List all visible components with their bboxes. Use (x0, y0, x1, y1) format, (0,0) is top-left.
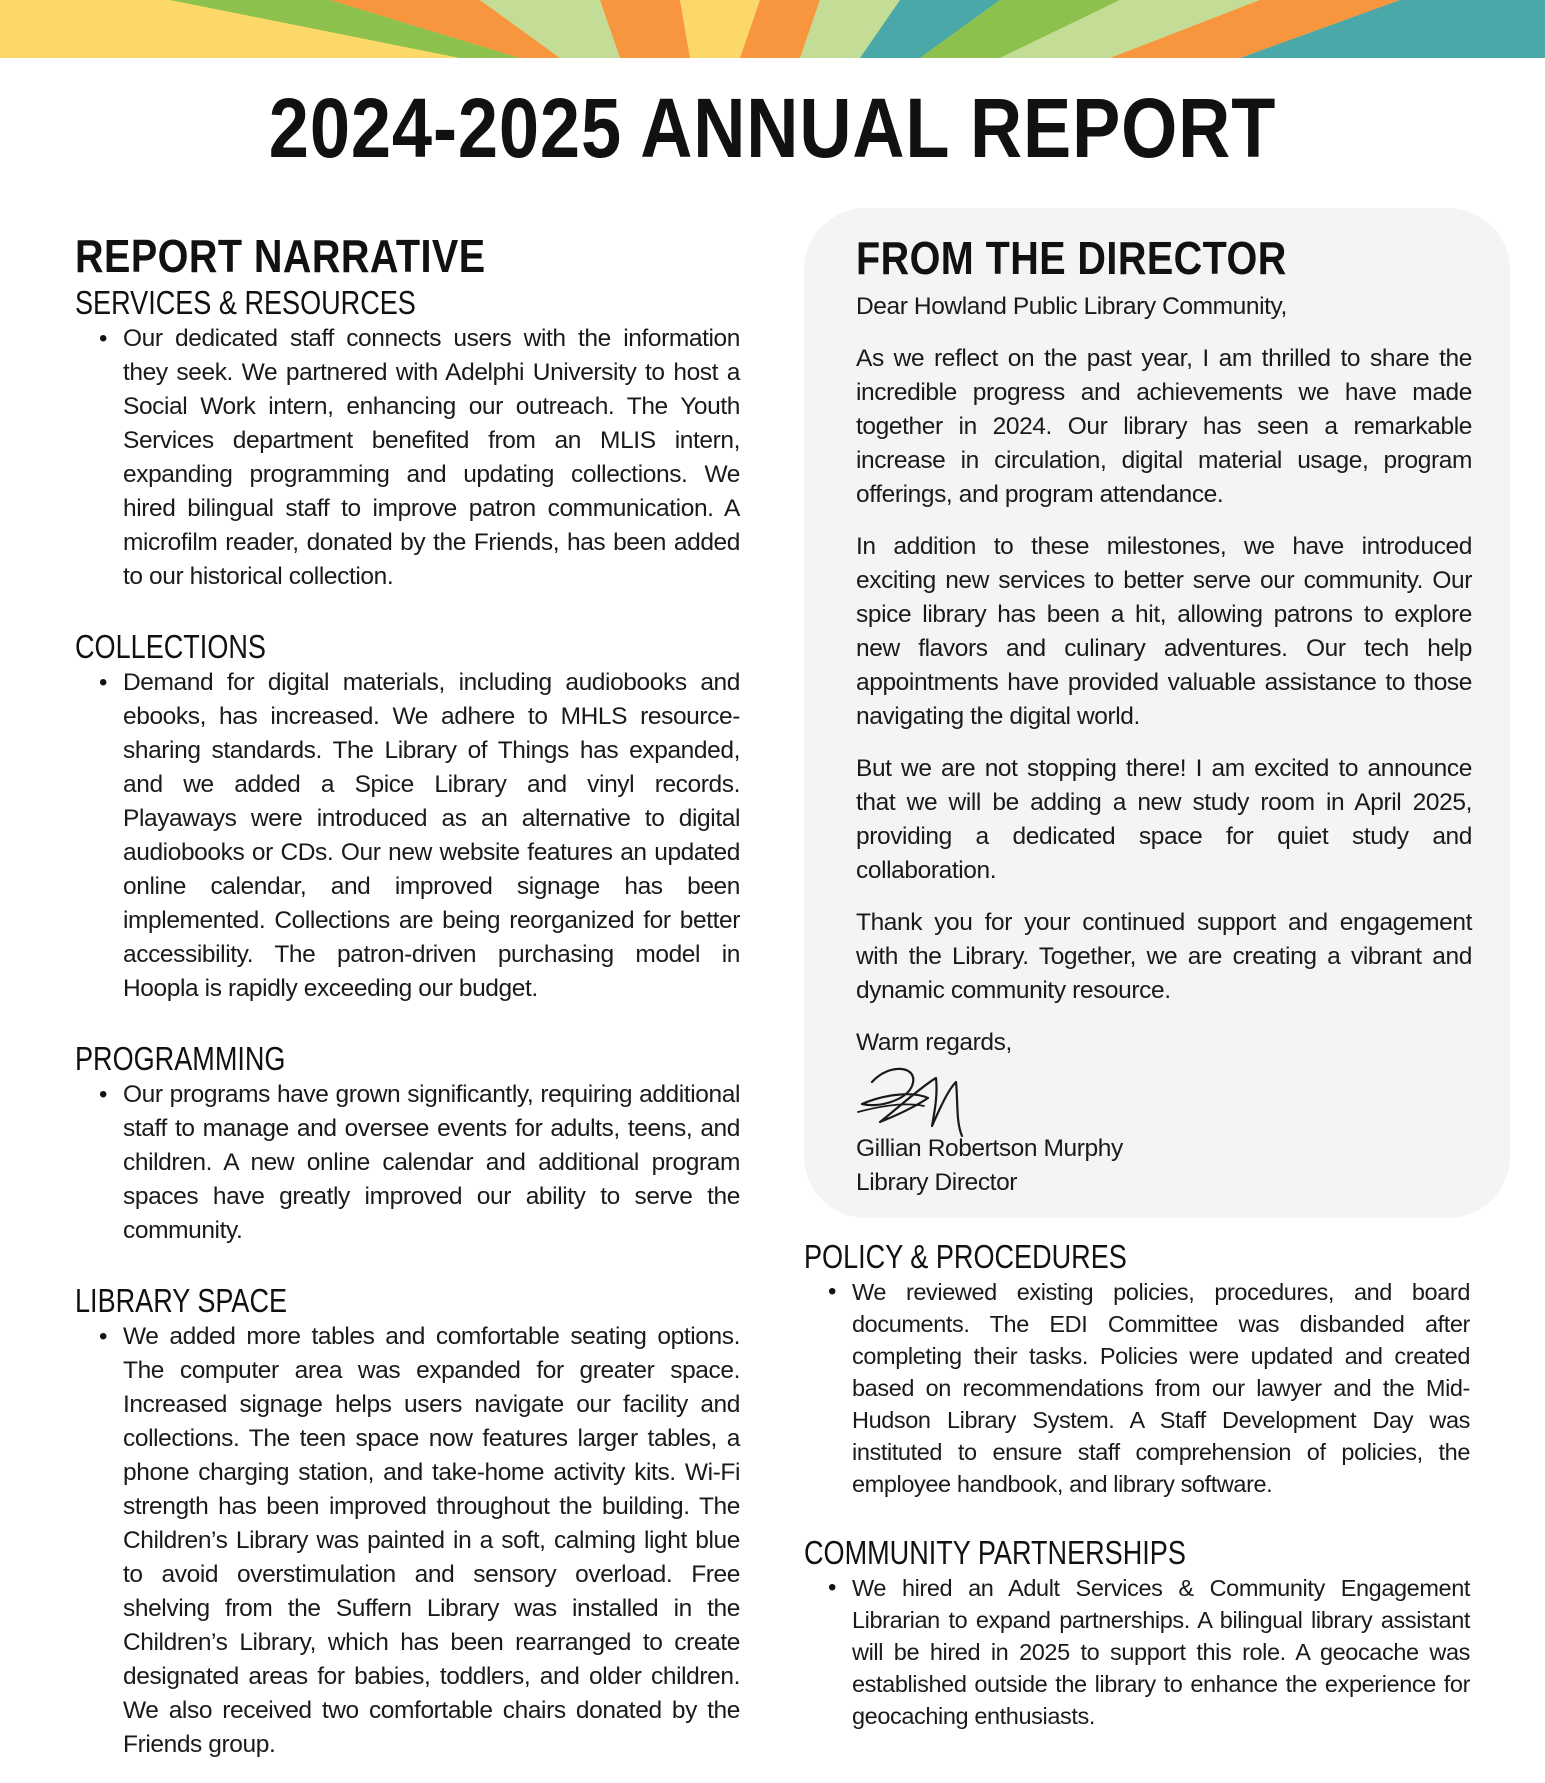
section-title: SERVICES & RESOURCES (75, 284, 416, 321)
bullet-item: • We reviewed existing policies, procedures, and board documents. The EDI Committee was disbanded after completing their tasks. Policies were updated and created based on recommendations from our lawyer and the Mid-Hudson Library System. A Staff Development Day was instituted to ensure staff comprehension of policies, the employee handbook, and library software. (852, 1276, 1470, 1500)
report-narrative (75, 228, 740, 1762)
director-letter (856, 230, 1472, 1200)
report-title: 2024-2025 ANNUAL REPORT (268, 81, 1277, 175)
section-library-space (75, 1282, 740, 1762)
section-policy-procedures (804, 1238, 1470, 1500)
section-title: COMMUNITY PARTNERSHIPS (804, 1534, 1186, 1571)
section-title: COLLECTIONS (75, 628, 266, 665)
bullet-list (804, 1276, 1470, 1500)
letter-closing: Warm regards, (856, 1029, 1012, 1056)
bullet-list (75, 666, 740, 1006)
bullet-list (75, 1078, 740, 1248)
section-title: LIBRARY SPACE (75, 1282, 288, 1319)
right-column-sections (804, 1238, 1470, 1732)
decorative-banner (0, 0, 1545, 58)
letter-paragraph: Thank you for your continued support and engagement with the Library. Together, we are creating a vibrant and dynamic community resource. (856, 909, 1472, 1004)
director-letter-box (804, 208, 1510, 1218)
section-title: POLICY & PROCEDURES (804, 1238, 1127, 1275)
bullet-item: • Demand for digital materials, including audiobooks and ebooks, has increased. We adhere to MHLS resource-sharing standards. The Library of Things has expanded, and we added a Spice Library and vinyl records. Playaways were introduced as an alternative to digital audiobooks or CDs. Our new website features an updated online calendar, and improved signage has been implemented. Collections are being reorganized for better accessibility. The patron-driven purchasing model in Hoopla is rapidly exceeding our budget. (123, 666, 740, 1006)
section-services-resources (75, 284, 740, 594)
section-community-partnerships (804, 1534, 1470, 1732)
bullet-item: • We hired an Adult Services & Community Engagement Librarian to expand partnerships. A bilingual library assistant will be hired in 2025 to support this role. A geocache was established outside the library to enhance the experience for geocaching enthusiasts. (852, 1572, 1470, 1732)
signer-name: Gillian Robertson Murphy (856, 1135, 1123, 1162)
narrative-heading: REPORT NARRATIVE (75, 230, 486, 282)
letter-paragraph: As we reflect on the past year, I am thrilled to share the incredible progress and achievements we have made together in 2024. Our library has seen a remarkable increase in circulation, digital material usage, program offerings, and program attendance. (856, 345, 1472, 508)
director-heading: FROM THE DIRECTOR (856, 232, 1287, 284)
bullet-item: • We added more tables and comfortable seating options. The computer area was expanded for greater space. Increased signage helps users navigate our facility and collections. The teen space now features larger tables, a phone charging station, and take-home activity kits. Wi-Fi strength has been improved throughout the building. The Children’s Library was painted in a soft, calming light blue to avoid overstimulation and sensory overload. Free shelving from the Suffern Library was installed in the Children’s Library, which has been rearranged to create designated areas for babies, toddlers, and older children. We also received two comfortable chairs donated by the Friends group. (123, 1320, 740, 1762)
section-title: PROGRAMMING (75, 1040, 286, 1077)
signer-title: Library Director (856, 1169, 1018, 1196)
bullet-list (75, 1320, 740, 1762)
bullet-list (75, 322, 740, 594)
bullet-list (804, 1572, 1470, 1732)
handwritten-signature (850, 1056, 1000, 1140)
section-collections (75, 628, 740, 1006)
bullet-item: • Our dedicated staff connects users with the information they seek. We partnered with Adelphi University to host a Social Work intern, enhancing our outreach. The Youth Services department benefited from an MLIS intern, expanding programming and updating collections. We hired bilingual staff to improve patron communication. A microfilm reader, donated by the Friends, has been added to our historical collection. (123, 322, 740, 594)
letter-paragraph: But we are not stopping there! I am excited to announce that we will be adding a new study room in April 2025, providing a dedicated space for quiet study and collaboration. (856, 755, 1472, 884)
section-programming (75, 1040, 740, 1248)
bullet-item: • Our programs have grown significantly, requiring additional staff to manage and oversee events for adults, teens, and children. A new online calendar and additional program spaces have greatly improved our ability to serve the community. (123, 1078, 740, 1248)
letter-paragraph: In addition to these milestones, we have introduced exciting new services to better serve our community. Our spice library has been a hit, allowing patrons to explore new flavors and culinary adventures. Our tech help appointments have provided valuable assistance to those navigating the digital world. (856, 533, 1472, 730)
letter-greeting: Dear Howland Public Library Community, (856, 293, 1287, 320)
